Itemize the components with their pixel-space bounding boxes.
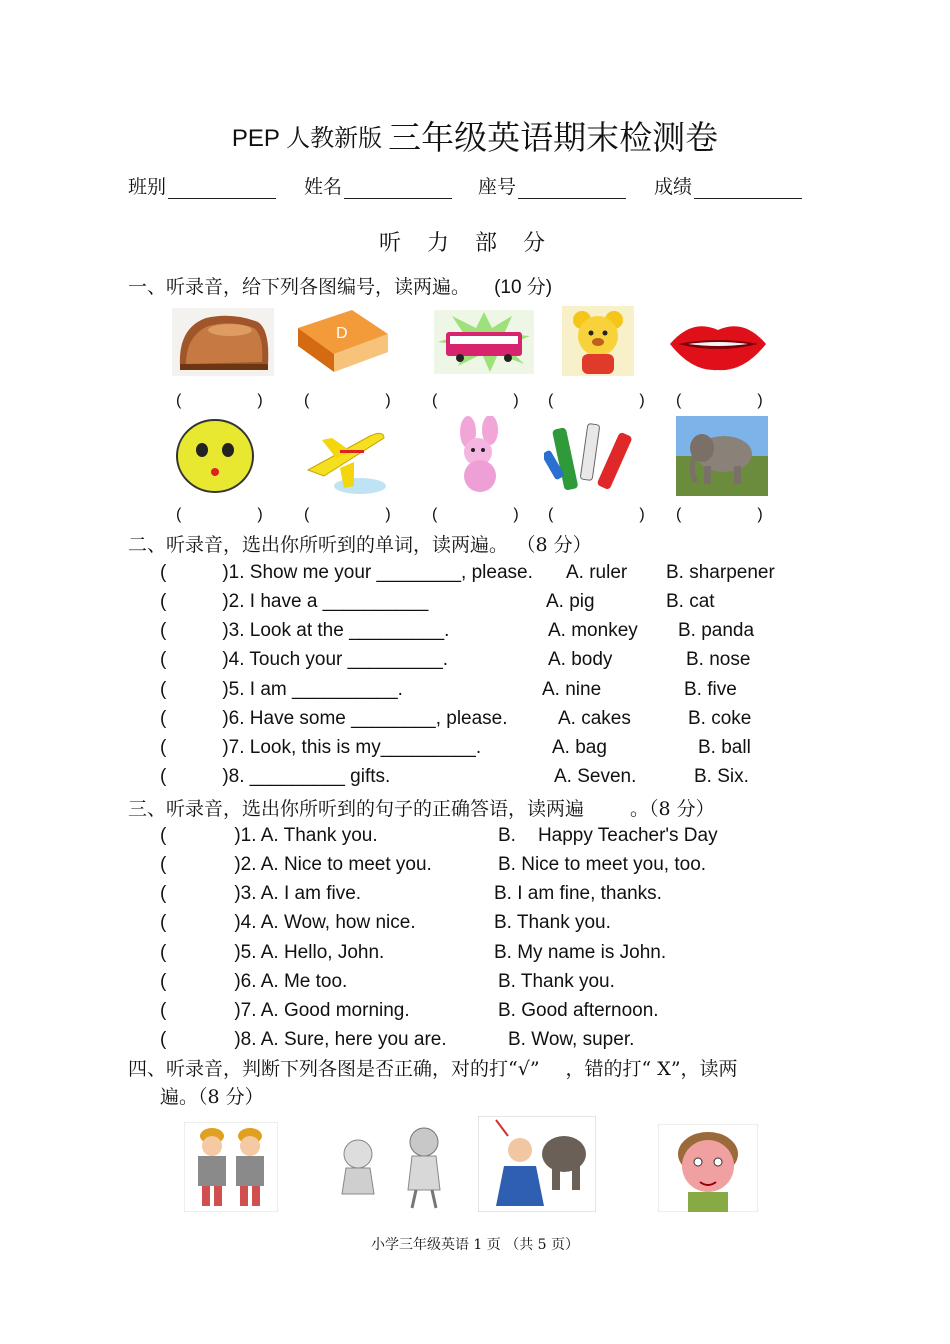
info-score: 成绩 [654, 172, 802, 199]
answer-paren[interactable]: ( ) [548, 392, 645, 409]
title-main: 三年级英语期末检测卷 [388, 118, 719, 157]
info-name: 姓名 [304, 172, 452, 199]
bear-icon [562, 306, 634, 376]
answer-paren[interactable]: ( ) [676, 506, 763, 523]
q2-item-1: ( )1. Show me your ________, please. [160, 562, 533, 583]
answer-paren[interactable]: ( ) [304, 392, 391, 409]
q3-item-2: ( )2. A. Nice to meet you. [160, 854, 432, 875]
q3-option-b[interactable]: B. Good afternoon. [498, 1000, 659, 1021]
q2-option-b[interactable]: B. panda [678, 620, 755, 641]
face-icon [174, 416, 256, 496]
answer-paren[interactable]: ( ) [432, 392, 519, 409]
people-greeting-icon [328, 1124, 458, 1210]
q2-item-8: ( )8. _________ gifts. [160, 766, 391, 787]
q3-option-b[interactable]: B. Thank you. [494, 912, 611, 933]
q2-item-3: ( )3. Look at the _________. [160, 620, 450, 641]
q2-option-a[interactable]: A. ruler [566, 562, 628, 583]
q2-option-a[interactable]: A. monkey [548, 620, 638, 641]
answer-paren[interactable]: ( ) [676, 392, 763, 409]
q2-option-a[interactable]: A. Seven. [554, 766, 637, 787]
q2-option-b[interactable]: B. sharpener [666, 562, 775, 583]
plane-icon [300, 424, 390, 496]
q4-heading: 四、听录音，判断下列各图是否正确，对的打“√” ，错的打“ X”，读两 [128, 1058, 738, 1080]
q2-option-b[interactable]: B. five [684, 679, 737, 700]
q4-heading-line2: 遍。（8 分） [160, 1086, 264, 1108]
q3-option-b[interactable]: B. My name is John. [494, 942, 667, 963]
answer-paren[interactable]: ( ) [432, 506, 519, 523]
q1-heading: 一、听录音，给下列各图编号，读两遍。 (10 分) [128, 276, 553, 298]
boy-face-icon [658, 1124, 758, 1212]
q3-option-b[interactable]: B. Wow, super. [508, 1029, 635, 1050]
q3-item-4: ( )4. A. Wow, how nice. [160, 912, 416, 933]
q2-option-b[interactable]: B. coke [688, 708, 752, 729]
q2-item-6: ( )6. Have some ________, please. [160, 708, 508, 729]
elephant-icon [676, 416, 768, 496]
q2-option-b[interactable]: B. nose [686, 649, 751, 670]
q2-option-a[interactable]: A. pig [546, 591, 595, 612]
q2-heading: 二、听录音，选出你所听到的单词，读两遍。 （8 分） [128, 534, 592, 556]
blank-line[interactable] [694, 180, 802, 199]
bus-icon [434, 310, 534, 374]
crayon-icon [544, 418, 640, 496]
q2-item-2: ( )2. I have a __________ [160, 591, 429, 612]
q3-item-5: ( )5. A. Hello, John. [160, 942, 385, 963]
q2-item-4: ( )4. Touch your _________. [160, 649, 449, 670]
q2-option-b[interactable]: B. ball [698, 737, 751, 758]
q3-item-8: ( )8. A. Sure, here you are. [160, 1029, 447, 1050]
info-class: 班别 [128, 172, 276, 199]
blank-line[interactable] [344, 180, 452, 199]
page-title [0, 112, 950, 159]
q2-option-b[interactable]: B. cat [666, 591, 715, 612]
q3-item-3: ( )3. A. I am five. [160, 883, 362, 904]
answer-paren[interactable]: ( ) [548, 506, 645, 523]
q3-heading: 三、听录音，选出你所听到的句子的正确答语，读两遍 。（8 分） [128, 798, 715, 820]
blank-line[interactable] [518, 180, 626, 199]
q2-option-a[interactable]: A. bag [552, 737, 607, 758]
q2-item-7: ( )7. Look, this is my_________. [160, 737, 482, 758]
bread-icon [172, 308, 274, 376]
q3-option-b[interactable]: B. Nice to meet you, too. [498, 854, 707, 875]
q2-option-a[interactable]: A. body [548, 649, 613, 670]
q2-option-b[interactable]: B. Six. [694, 766, 749, 787]
section-listening: 听力部分 [378, 231, 571, 256]
svg-text:D: D [336, 325, 348, 342]
mouth-icon [664, 312, 772, 376]
q2-option-a[interactable]: A. cakes [558, 708, 631, 729]
q3-option-b[interactable]: B. I am fine, thanks. [494, 883, 662, 904]
q3-item-1: ( )1. A. Thank you. [160, 825, 378, 846]
answer-paren[interactable]: ( ) [176, 392, 263, 409]
teacher-elephant-icon [478, 1116, 596, 1212]
info-seat: 座号 [478, 172, 626, 199]
q3-item-7: ( )7. A. Good morning. [160, 1000, 410, 1021]
page-footer: 小学三年级英语 1 页 （共 5 页） [370, 1237, 580, 1253]
q3-option-b[interactable]: B. Thank you. [498, 971, 615, 992]
rabbit-icon [442, 416, 516, 496]
q3-item-6: ( )6. A. Me too. [160, 971, 348, 992]
answer-paren[interactable]: ( ) [176, 506, 263, 523]
students-icon [184, 1122, 278, 1212]
q3-option-b[interactable]: B. Happy Teacher's Day [498, 825, 718, 846]
answer-paren[interactable]: ( ) [304, 506, 391, 523]
title-prefix: PEP 人教新版 [231, 125, 383, 152]
book-icon [292, 306, 394, 376]
q2-item-5: ( )5. I am __________. [160, 679, 403, 700]
q2-option-a[interactable]: A. nine [542, 679, 602, 700]
blank-line[interactable] [168, 180, 276, 199]
